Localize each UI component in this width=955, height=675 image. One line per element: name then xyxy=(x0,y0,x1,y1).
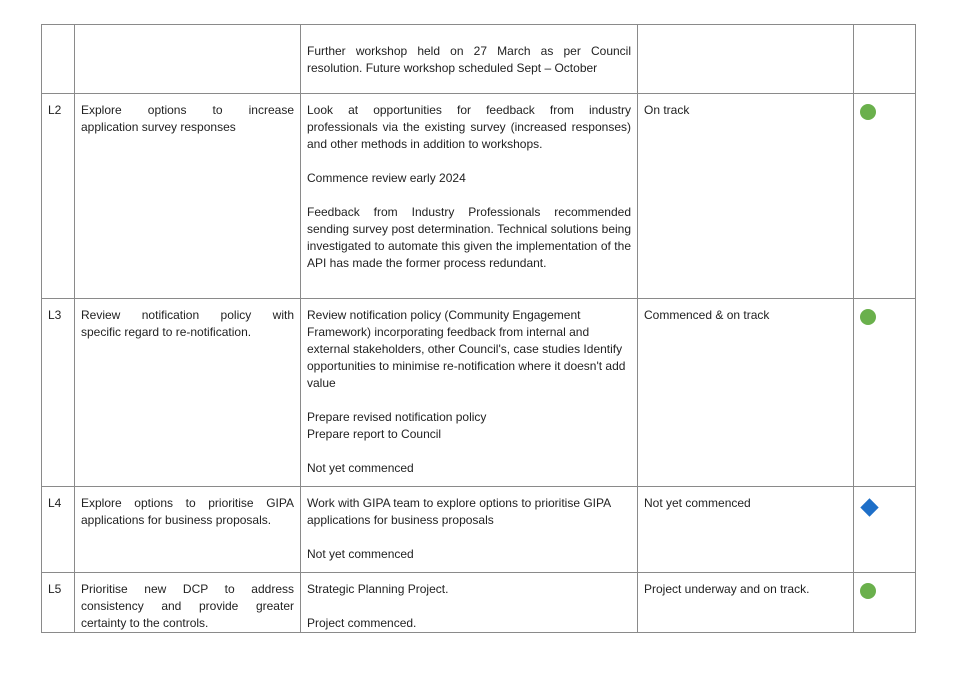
commentary-text: Project commenced. xyxy=(307,616,417,630)
commentary-text: Feedback from Industry Professionals recommended sending survey post determination. Technical solutions being investigated to automate this given the implementation of the API has made the former process redundant. xyxy=(307,205,631,270)
row-id: L5 xyxy=(42,573,75,633)
indicator-cell xyxy=(854,573,916,633)
action-text-line: applications for business proposals. xyxy=(81,513,272,527)
action-cell xyxy=(75,487,301,573)
commentary-text: Not yet commenced xyxy=(307,461,414,475)
indicator-cell xyxy=(854,299,916,487)
status-cell xyxy=(638,25,854,94)
table-row xyxy=(42,94,916,299)
action-text-line: Review notification policy with xyxy=(81,308,294,322)
action-text-line: consistency and provide greater xyxy=(81,599,294,613)
table-row xyxy=(42,487,916,573)
action-text-line: Prioritise new DCP to address xyxy=(81,582,294,596)
table-row xyxy=(42,573,916,633)
action-cell xyxy=(75,94,301,299)
commentary-text: Work with GIPA team to explore options to prioritise GIPA applications for business proposals xyxy=(307,496,611,527)
blue-diamond-icon xyxy=(860,498,878,516)
commentary-text: Prepare revised notification policy Prepare report to Council xyxy=(307,410,487,441)
row-id: L3 xyxy=(42,299,75,487)
commentary-text: Strategic Planning Project. xyxy=(307,582,449,596)
commentary-text: Commence review early 2024 xyxy=(307,171,466,185)
commentary-cell xyxy=(301,94,638,299)
commentary-text: Further workshop held on 27 March as per Council resolution. Future workshop scheduled Sept – October xyxy=(307,44,631,75)
action-text-line: Explore options to prioritise GIPA xyxy=(81,496,294,510)
indicator-cell xyxy=(854,487,916,573)
action-text-line: specific regard to re-notification. xyxy=(81,325,252,339)
commentary-cell xyxy=(301,299,638,487)
commentary-cell xyxy=(301,573,638,633)
status-cell: On track xyxy=(638,94,854,299)
action-text-line: certainty to the controls. xyxy=(81,616,209,630)
row-id: L2 xyxy=(42,94,75,299)
commentary-text: Not yet commenced xyxy=(307,547,414,561)
row-id xyxy=(42,25,75,94)
green-status-icon xyxy=(860,104,876,120)
table-row xyxy=(42,25,916,94)
green-status-icon xyxy=(860,583,876,599)
indicator-cell xyxy=(854,94,916,299)
action-text-line: Explore options to increase xyxy=(81,103,294,117)
action-text-line: application survey responses xyxy=(81,120,236,134)
status-cell: Project underway and on track. xyxy=(638,573,854,633)
row-id: L4 xyxy=(42,487,75,573)
commentary-cell xyxy=(301,25,638,94)
action-cell xyxy=(75,573,301,633)
action-cell xyxy=(75,25,301,94)
commentary-text: Look at opportunities for feedback from industry professionals via the existing survey (increased responses) and other methods in addition to workshops. xyxy=(307,103,631,151)
green-status-icon xyxy=(860,309,876,325)
indicator-cell xyxy=(854,25,916,94)
action-cell xyxy=(75,299,301,487)
status-cell: Commenced & on track xyxy=(638,299,854,487)
status-cell: Not yet commenced xyxy=(638,487,854,573)
commentary-cell xyxy=(301,487,638,573)
action-plan-table xyxy=(41,24,916,633)
table-row xyxy=(42,299,916,487)
commentary-text: Review notification policy (Community Engagement Framework) incorporating feedback from internal and external stakeholders, other Council's, case studies Identify opportunities to minimise re-notification where it doesn't add value xyxy=(307,308,626,390)
